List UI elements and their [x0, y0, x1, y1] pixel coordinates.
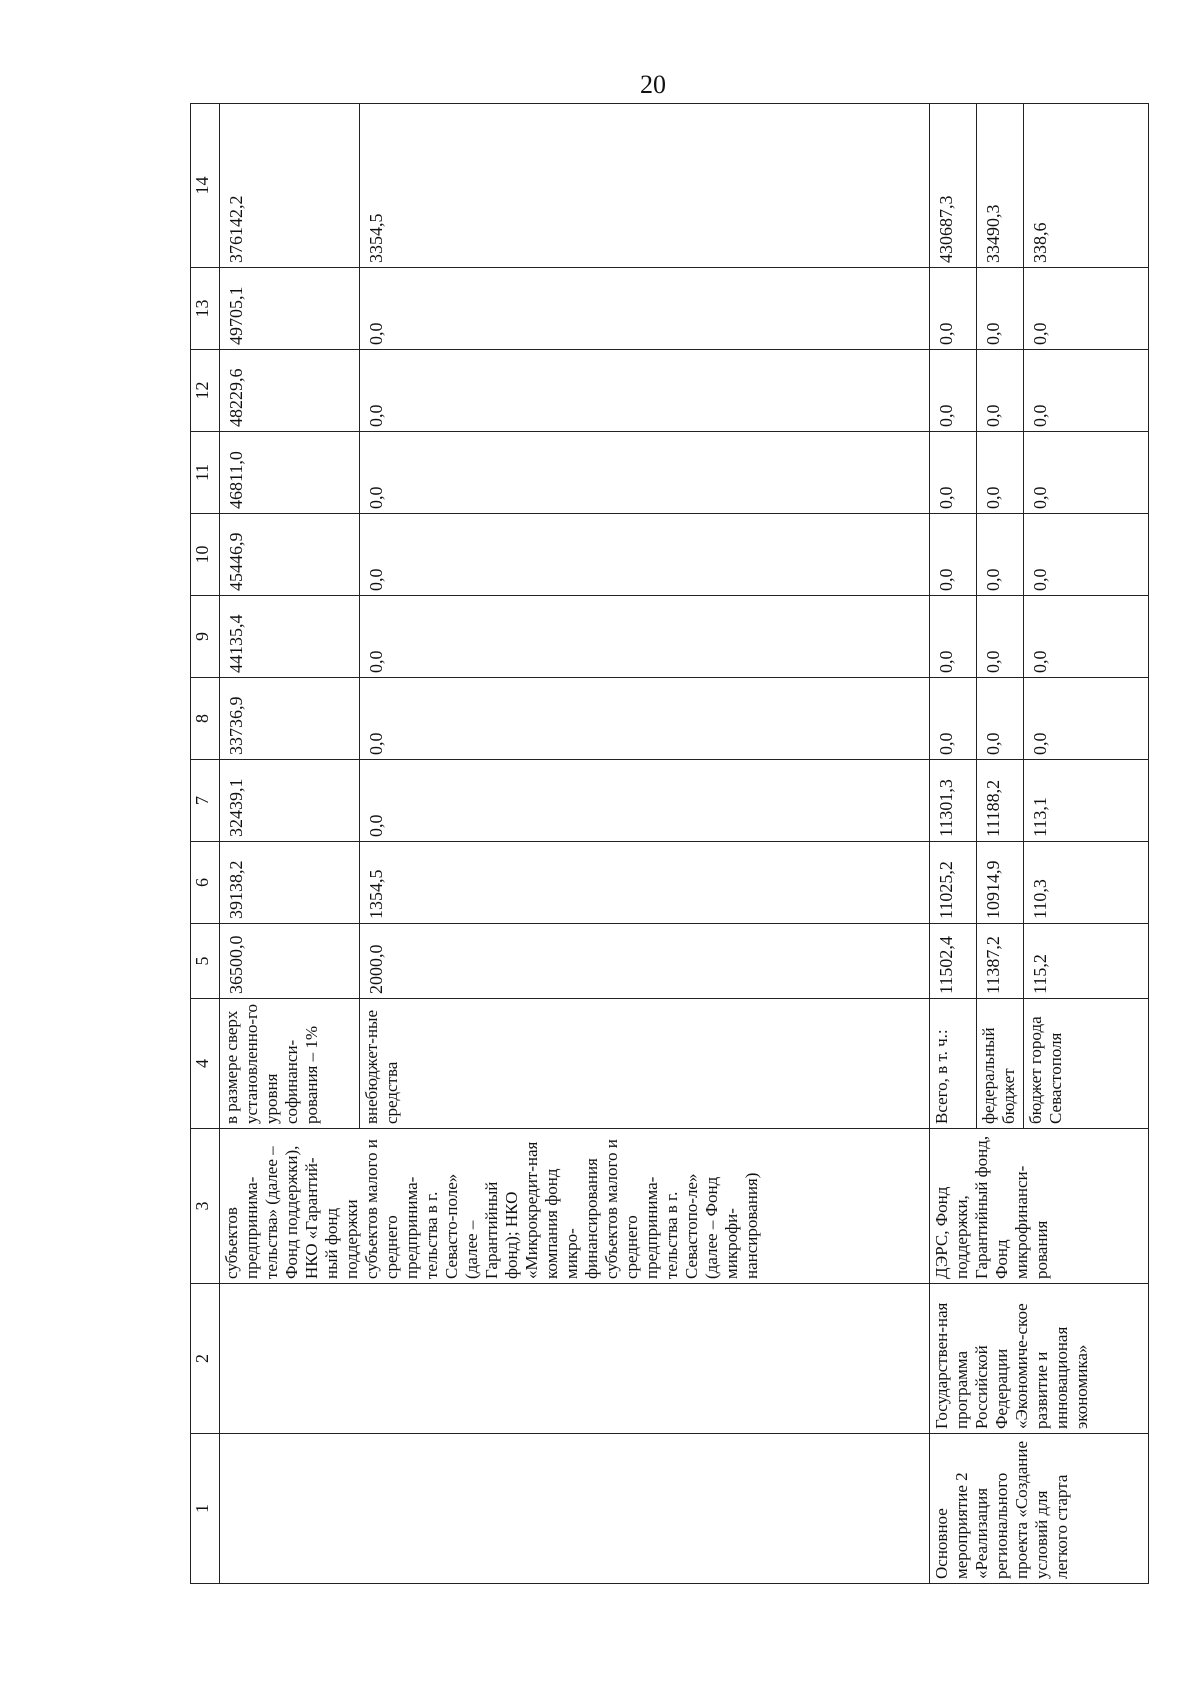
value-cell: 0,0 — [360, 350, 930, 432]
value-cell: 430687,3 — [930, 104, 977, 268]
value-cell: 33490,3 — [977, 104, 1024, 268]
col-num: 10 — [191, 514, 220, 596]
executor-continuation: субъектов предпринима-тельства» (далее – Фонд поддержки), НКО «Гарантий-ный фонд поддержки субъектов малого и среднего предпринима-тельства в г. Севасто-поле» (далее – Гарантийный фонд); НКО «Микрокредит-ная компания фонд микро-финансирования субъектов малого и среднего предпринима-тельства в г. Севастопо-ле» (далее – Фонд микрофи-нансирования) — [220, 1129, 930, 1284]
value-cell: 0,0 — [977, 514, 1024, 596]
value-cell: 11387,2 — [977, 924, 1024, 999]
value-cell: 0,0 — [977, 350, 1024, 432]
value-cell: 39138,2 — [220, 842, 360, 924]
table-row — [930, 104, 977, 1584]
value-cell: 3354,5 — [360, 104, 930, 268]
col-num: 2 — [191, 1284, 220, 1434]
col-num: 8 — [191, 678, 220, 760]
value-cell: 0,0 — [977, 432, 1024, 514]
value-cell: 32439,1 — [220, 760, 360, 842]
col-num: 14 — [191, 104, 220, 268]
source-cell: Всего, в т. ч.: — [930, 999, 977, 1129]
value-cell: 45446,9 — [220, 514, 360, 596]
value-cell: 10914,9 — [977, 842, 1024, 924]
value-cell: 0,0 — [977, 678, 1024, 760]
value-cell: 0,0 — [360, 596, 930, 678]
value-cell: 338,6 — [1024, 104, 1149, 268]
value-cell: 0,0 — [360, 678, 930, 760]
value-cell: 0,0 — [930, 596, 977, 678]
value-cell: 115,2 — [1024, 924, 1149, 999]
value-cell: 0,0 — [360, 514, 930, 596]
value-cell: 11025,2 — [930, 842, 977, 924]
col-num: 1 — [191, 1434, 220, 1584]
source-cell: федеральный бюджет — [977, 999, 1024, 1129]
value-cell: 0,0 — [360, 760, 930, 842]
value-cell: 0,0 — [1024, 350, 1149, 432]
value-cell: 110,3 — [1024, 842, 1149, 924]
col-num: 9 — [191, 596, 220, 678]
value-cell: 0,0 — [977, 268, 1024, 350]
value-cell: 33736,9 — [220, 678, 360, 760]
col-num: 7 — [191, 760, 220, 842]
value-cell: 1354,5 — [360, 842, 930, 924]
page-number: 20 — [640, 70, 666, 99]
value-cell: 11188,2 — [977, 760, 1024, 842]
value-cell: 376142,2 — [220, 104, 360, 268]
col-num: 11 — [191, 432, 220, 514]
program-name: Государствен-ная программа Российской Федерации «Экономиче-ское развитие и инновационая экономика» — [930, 1284, 1149, 1434]
col-num: 4 — [191, 999, 220, 1129]
source-cell: бюджет города Севастополя — [1024, 999, 1149, 1129]
program-cell-empty — [220, 1284, 930, 1434]
value-cell: 44135,4 — [220, 596, 360, 678]
value-cell: 0,0 — [930, 432, 977, 514]
value-cell: 11301,3 — [930, 760, 977, 842]
column-number-row — [191, 104, 220, 1584]
col-num: 3 — [191, 1129, 220, 1284]
value-cell: 0,0 — [360, 268, 930, 350]
activity-cell-empty — [220, 1434, 930, 1584]
value-cell: 49705,1 — [220, 268, 360, 350]
value-cell: 0,0 — [1024, 514, 1149, 596]
value-cell: 113,1 — [1024, 760, 1149, 842]
executor-name: ДЭРС, Фонд поддержки, Гарантийный фонд, Фонд микрофинанси-рования — [930, 1129, 1149, 1284]
col-num: 5 — [191, 924, 220, 999]
value-cell: 2000,0 — [360, 924, 930, 999]
value-cell: 0,0 — [1024, 432, 1149, 514]
value-cell: 0,0 — [930, 268, 977, 350]
value-cell: 0,0 — [930, 350, 977, 432]
table-row — [220, 104, 360, 1584]
rotated-table-container — [190, 104, 1145, 1584]
value-cell: 48229,6 — [220, 350, 360, 432]
value-cell: 0,0 — [930, 514, 977, 596]
value-cell: 0,0 — [1024, 268, 1149, 350]
financing-table — [190, 103, 1149, 1584]
activity-name: Основное мероприятие 2 «Реализация регионального проекта «Создание условий для легкого старта — [930, 1434, 1149, 1584]
value-cell: 0,0 — [1024, 596, 1149, 678]
col-num: 13 — [191, 268, 220, 350]
value-cell: 0,0 — [360, 432, 930, 514]
col-num: 6 — [191, 842, 220, 924]
value-cell: 0,0 — [1024, 678, 1149, 760]
source-cell: в размере сверх установленно-го уровня софинанси-рования – 1% — [220, 999, 360, 1129]
value-cell: 36500,0 — [220, 924, 360, 999]
value-cell: 0,0 — [977, 596, 1024, 678]
col-num: 12 — [191, 350, 220, 432]
value-cell: 0,0 — [930, 678, 977, 760]
value-cell: 46811,0 — [220, 432, 360, 514]
source-cell: внебюджет-ные средства — [360, 999, 930, 1129]
value-cell: 11502,4 — [930, 924, 977, 999]
